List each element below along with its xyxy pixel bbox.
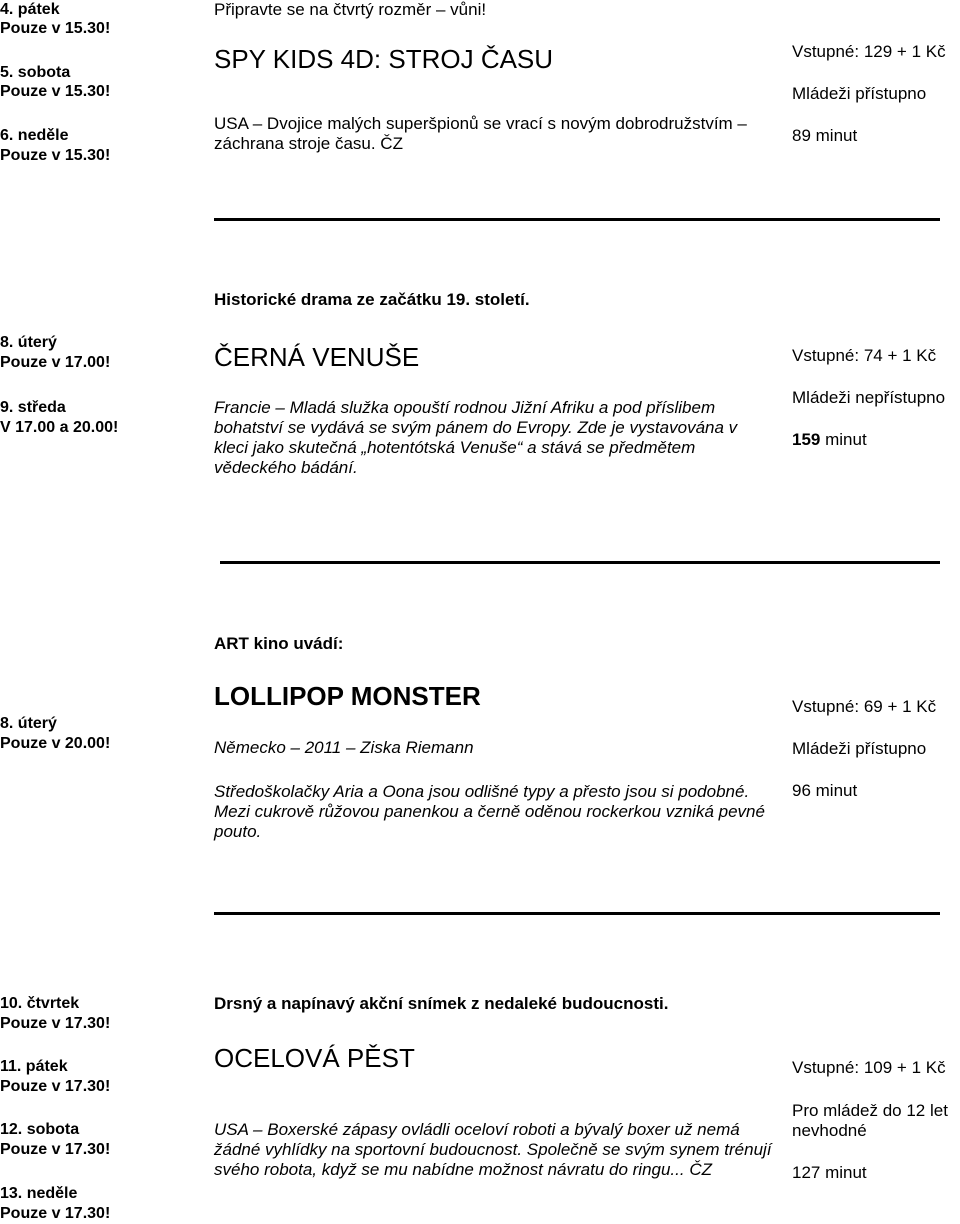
date-time: Pouze v 17.30! [0,1205,111,1222]
film-description: Francie – Mladá služka opouští rodnou Jižní Afriku a pod příslibem bohatství se vydává se svým pánem do Evropy. Zde je vystavována v kleci jako skutečná „hotentótská Venuše“ a stává se předmětem vědeckého bádání. [214,398,738,477]
date-time: Pouze v 17.30! [0,1078,111,1095]
film-price: Vstupné: 109 + 1 Kč [792,1058,946,1077]
film-subtitle: Německo – 2011 – Ziska Riemann [214,738,474,757]
section-divider [220,561,940,564]
date-day: 12. sobota [0,1121,80,1138]
date-time: Pouze v 20.00! [0,735,111,752]
film-duration: 127 minut [792,1163,867,1182]
date-time: Pouze v 15.30! [0,147,111,164]
section-divider [214,218,940,221]
film-title: SPY KIDS 4D: STROJ ČASU [214,44,554,74]
film-age-rating: Pro mládež do 12 let nevhodné [792,1101,948,1140]
film-duration: 96 minut [792,781,858,800]
date-time: Pouze v 15.30! [0,83,111,100]
date-time: Pouze v 17.30! [0,1141,111,1158]
film-description: Středoškolačky Aria a Oona jsou odlišné typy a přesto jsou si podobné. Mezi cukrově růžovou panenkou a černě oděnou rockerkou vzniká pevné pouto. [214,782,765,841]
film-duration [792,430,867,450]
date-time: Pouze v 17.30! [0,1015,111,1032]
film-title: OCELOVÁ PĚST [214,1043,415,1073]
film-duration-unit: minut [825,430,867,449]
film-intro: ART kino uvádí: [214,634,344,653]
date-time: V 17.00 a 20.00! [0,419,119,436]
date-day: 13. neděle [0,1185,78,1202]
date-day: 6. neděle [0,127,69,144]
date-day: 9. středa [0,399,66,416]
date-day: 8. úterý [0,715,57,732]
date-day: 5. sobota [0,64,71,81]
film-title: ČERNÁ VENUŠE [214,342,420,372]
film-title: LOLLIPOP MONSTER [214,681,481,711]
date-day: 11. pátek [0,1058,68,1075]
film-duration-number: 159 [792,430,821,449]
film-description: USA – Boxerské zápasy ovládli oceloví roboti a bývalý boxer už nemá žádné vyhlídky na sportovní budoucnost. Společně se svým synem trénují svého robota, když se mu nabídne možnost návratu do ringu... ČZ [214,1120,772,1179]
date-day: 4. pátek [0,1,60,18]
film-price: Vstupné: 74 + 1 Kč [792,346,937,365]
section-divider [214,912,940,915]
film-intro: Historické drama ze začátku 19. století. [214,290,530,309]
film-intro: Připravte se na čtvrtý rozměr – vůni! [214,0,487,19]
film-price: Vstupné: 69 + 1 Kč [792,697,937,716]
film-price: Vstupné: 129 + 1 Kč [792,42,946,61]
film-age-rating: Mládeži přístupno [792,739,927,758]
date-time: Pouze v 15.30! [0,20,111,37]
film-intro: Drsný a napínavý akční snímek z nedaleké budoucnosti. [214,994,669,1013]
film-duration: 89 minut [792,126,858,145]
date-day: 10. čtvrtek [0,995,80,1012]
date-time: Pouze v 17.00! [0,354,111,371]
film-age-rating: Mládeži nepřístupno [792,388,946,407]
film-description: USA – Dvojice malých superšpionů se vrací s novým dobrodružstvím – záchrana stroje času. ČZ [214,114,747,153]
film-age-rating: Mládeži přístupno [792,84,927,103]
date-day: 8. úterý [0,334,57,351]
